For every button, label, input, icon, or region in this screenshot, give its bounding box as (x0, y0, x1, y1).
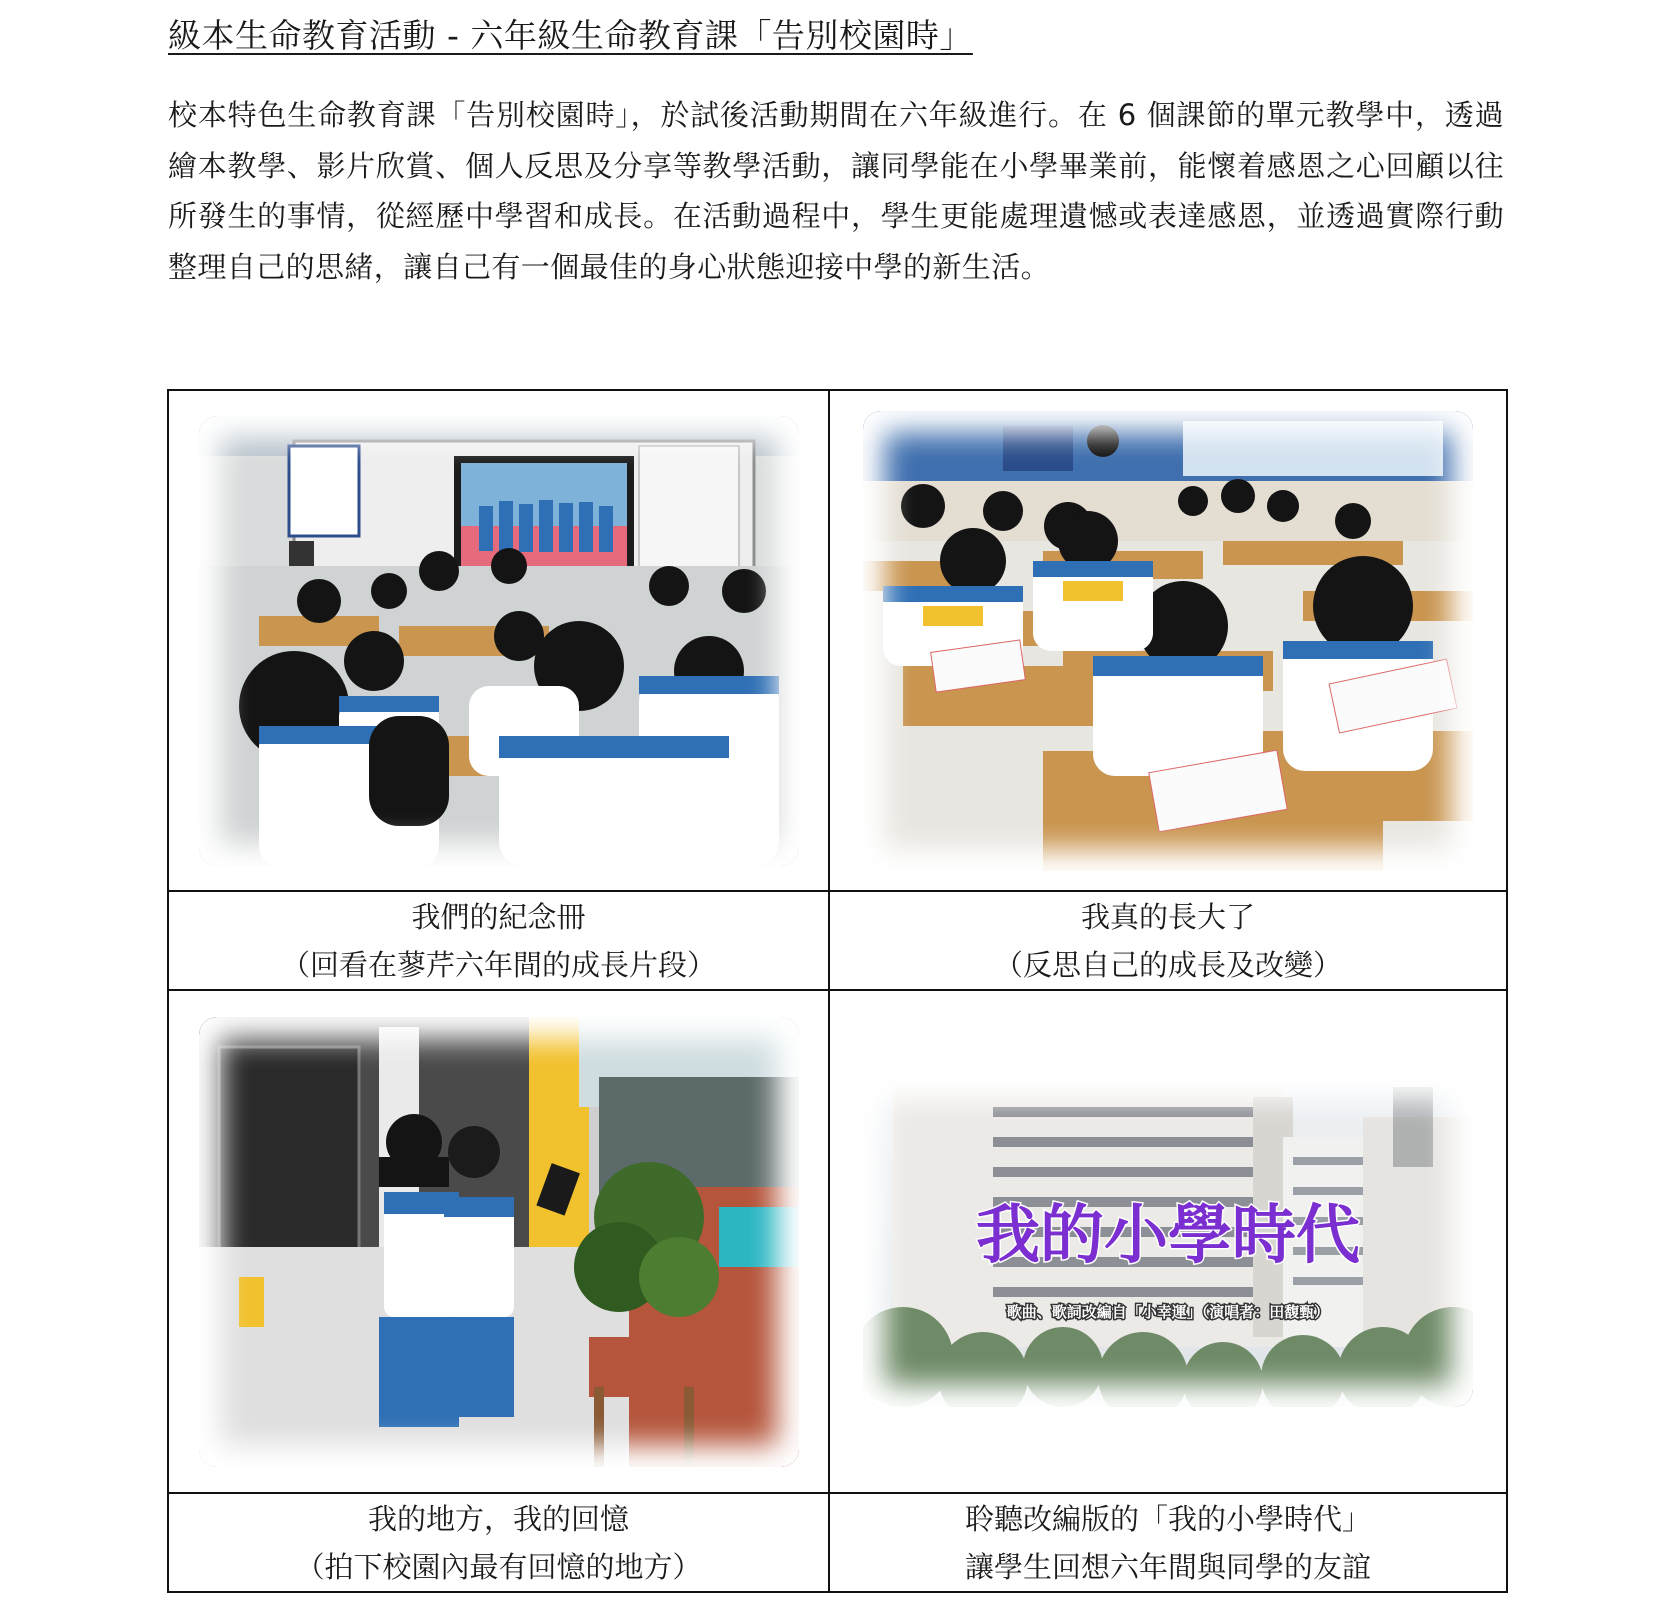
photo-cell-4 (829, 990, 1507, 1493)
caption-subtitle: 讓學生回想六年間與同學的友誼 (964, 1549, 1371, 1584)
caption-subtitle: （拍下校園內最有回憶的地方） (295, 1549, 702, 1584)
song-credit-overlay: 歌曲、歌詞改編自「小幸運」（演唱者：田馥甄） (1006, 1302, 1330, 1321)
photo-grid (167, 389, 1508, 1593)
photo-cell-1 (168, 390, 829, 891)
campus-photo (199, 1017, 799, 1467)
classroom-video-photo (199, 416, 799, 866)
caption-title: 我真的長大了 (1080, 899, 1255, 934)
caption-title: 聆聽改編版的「我的小學時代」 (964, 1501, 1371, 1536)
caption-cell-1 (168, 891, 829, 990)
caption-subtitle: （回看在蓼芹六年間的成長片段） (280, 947, 716, 982)
song-title-overlay: 我的小學時代 (976, 1198, 1360, 1273)
photo-cell-3 (168, 990, 829, 1493)
caption-title: 我們的紀念冊 (411, 899, 586, 934)
caption-cell-2 (829, 891, 1507, 990)
page-title: 級本生命教育活動 - 六年級生命教育課「告別校園時」 (168, 16, 973, 55)
photo-cell-2 (829, 390, 1507, 891)
caption-subtitle: （反思自己的成長及改變） (993, 947, 1342, 982)
caption-title: 我的地方，我的回憶 (367, 1501, 629, 1536)
caption-cell-4 (829, 1493, 1507, 1592)
intro-paragraph: 校本特色生命教育課「告別校園時」，於試後活動期間在六年級進行。在 6 個課節的單元教學中，透過繪本教學、影片欣賞、個人反思及分享等教學活動，讓同學能在小學畢業前，能懷着感恩之心回顧以往所發生的事情，從經歷中學習和成長。在活動過程中，學生更能處理遺憾或表達感恩，並透過實際行動整理自己的思緒，讓自己有一個最佳的身心狀態迎接中學的新生活。 (168, 98, 1504, 284)
caption-cell-3 (168, 1493, 829, 1592)
song-cover-image (863, 1077, 1473, 1407)
students-writing-photo (863, 411, 1473, 871)
